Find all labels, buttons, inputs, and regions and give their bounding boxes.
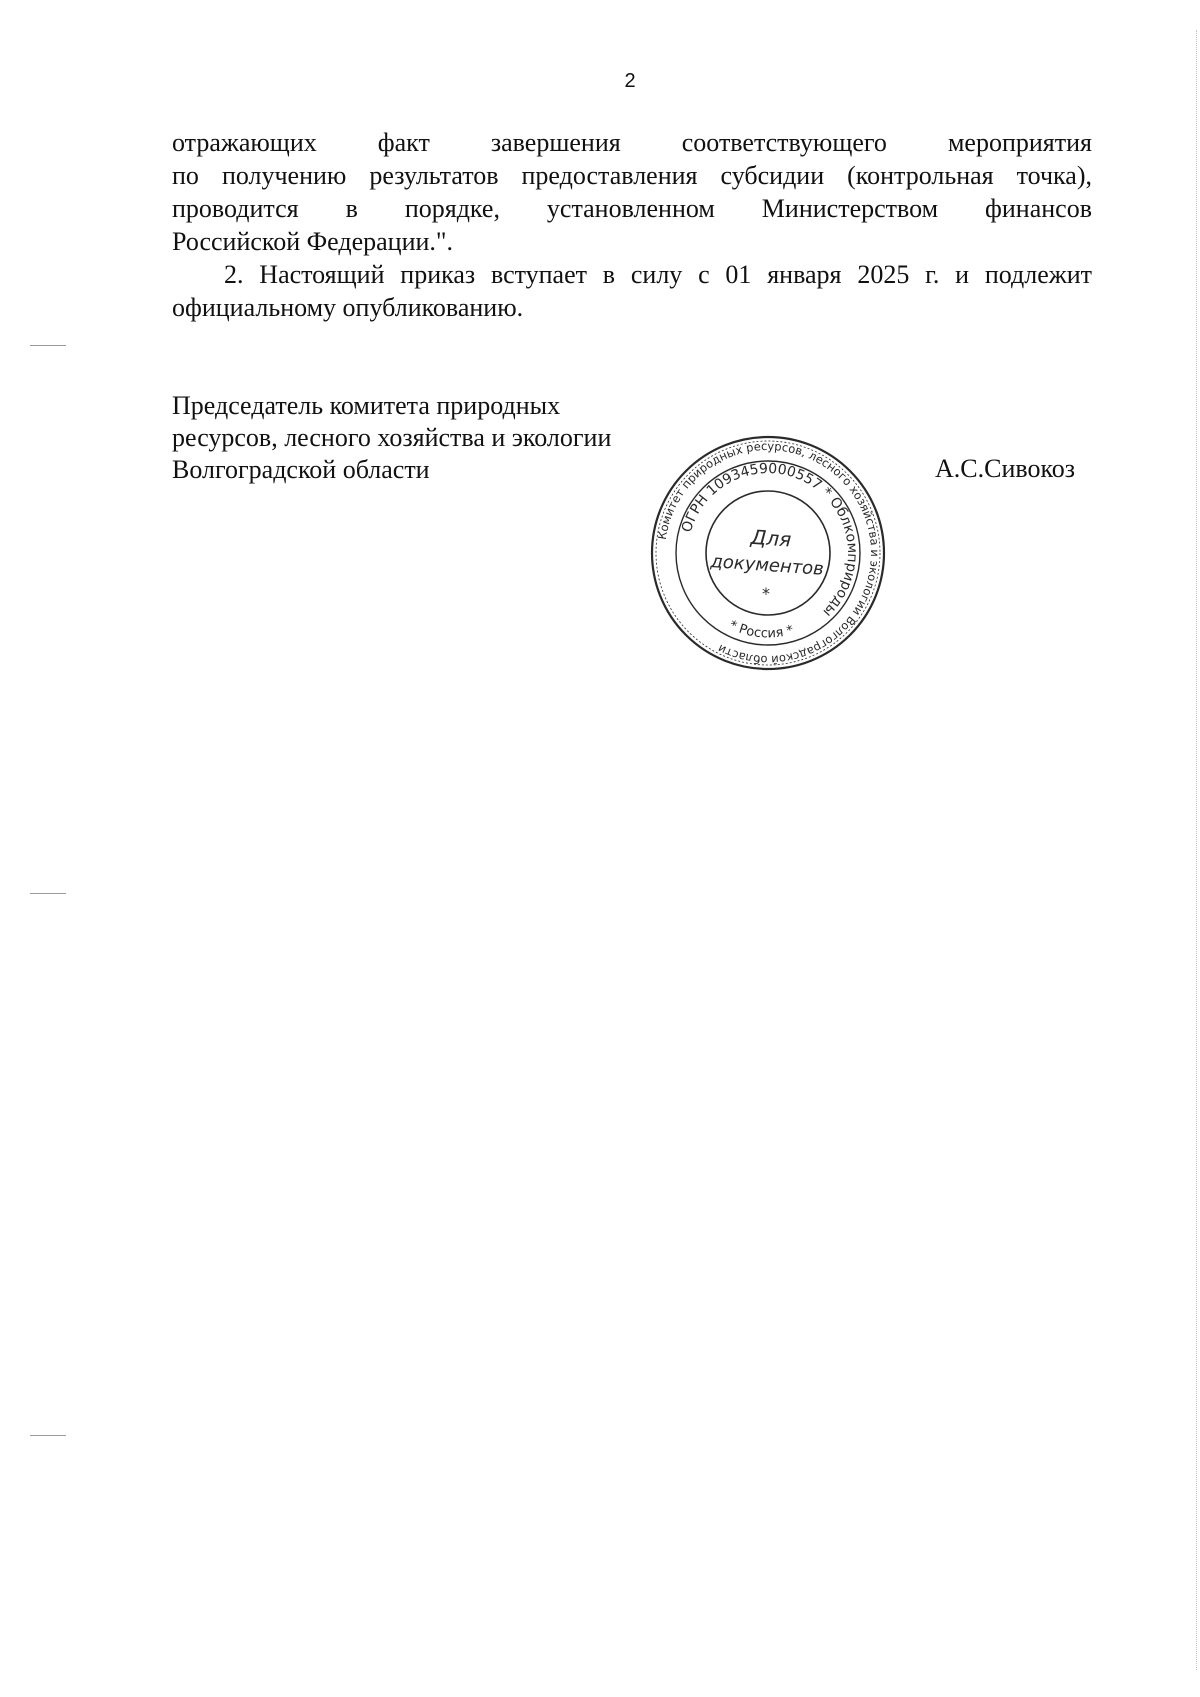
scan-mark — [30, 345, 66, 346]
seal-inner-text: ОГРН 1093459000557 * Облкомприроды — [678, 460, 861, 620]
paragraph-clause-2 — [172, 258, 1092, 324]
text-line: по получению результатов предоставления субсидии (контрольная точка), — [172, 161, 1092, 190]
seal-center-line2: документов — [709, 551, 825, 580]
text-line: Российской Федерации.". — [172, 227, 454, 256]
text-line: проводится в порядке, установленном Министерством финансов — [172, 194, 1092, 223]
signatory-name: А.С.Сивокоз — [935, 454, 1076, 483]
text-line: 2. Настоящий приказ вступает в силу с 01 января 2025 г. и подлежит — [224, 260, 1092, 289]
paragraph-continuation — [172, 126, 1092, 258]
scan-edge — [1196, 30, 1198, 1670]
seal-outer-text: Комитет природных ресурсов, лесного хозяйства и экологии Волгоградской области — [654, 438, 883, 668]
scan-mark — [30, 1435, 66, 1436]
position-line: Председатель комитета природных — [172, 391, 561, 420]
signatory-position — [172, 390, 611, 486]
seal-bottom-text: * Россия * — [726, 617, 796, 642]
position-line: ресурсов, лесного хозяйства и экологии — [172, 423, 612, 452]
position-line: Волгоградской области — [172, 455, 430, 484]
official-seal — [648, 433, 888, 673]
text-line: официальному опубликованию. — [172, 293, 524, 322]
seal-center-line1: Для — [750, 524, 793, 552]
seal-star-icon: * — [762, 584, 770, 603]
text-line: отражающих факт завершения соответствующего мероприятия — [172, 128, 1092, 157]
page-number: 2 — [624, 70, 636, 92]
scan-mark — [30, 893, 66, 894]
document-body — [172, 126, 1092, 324]
